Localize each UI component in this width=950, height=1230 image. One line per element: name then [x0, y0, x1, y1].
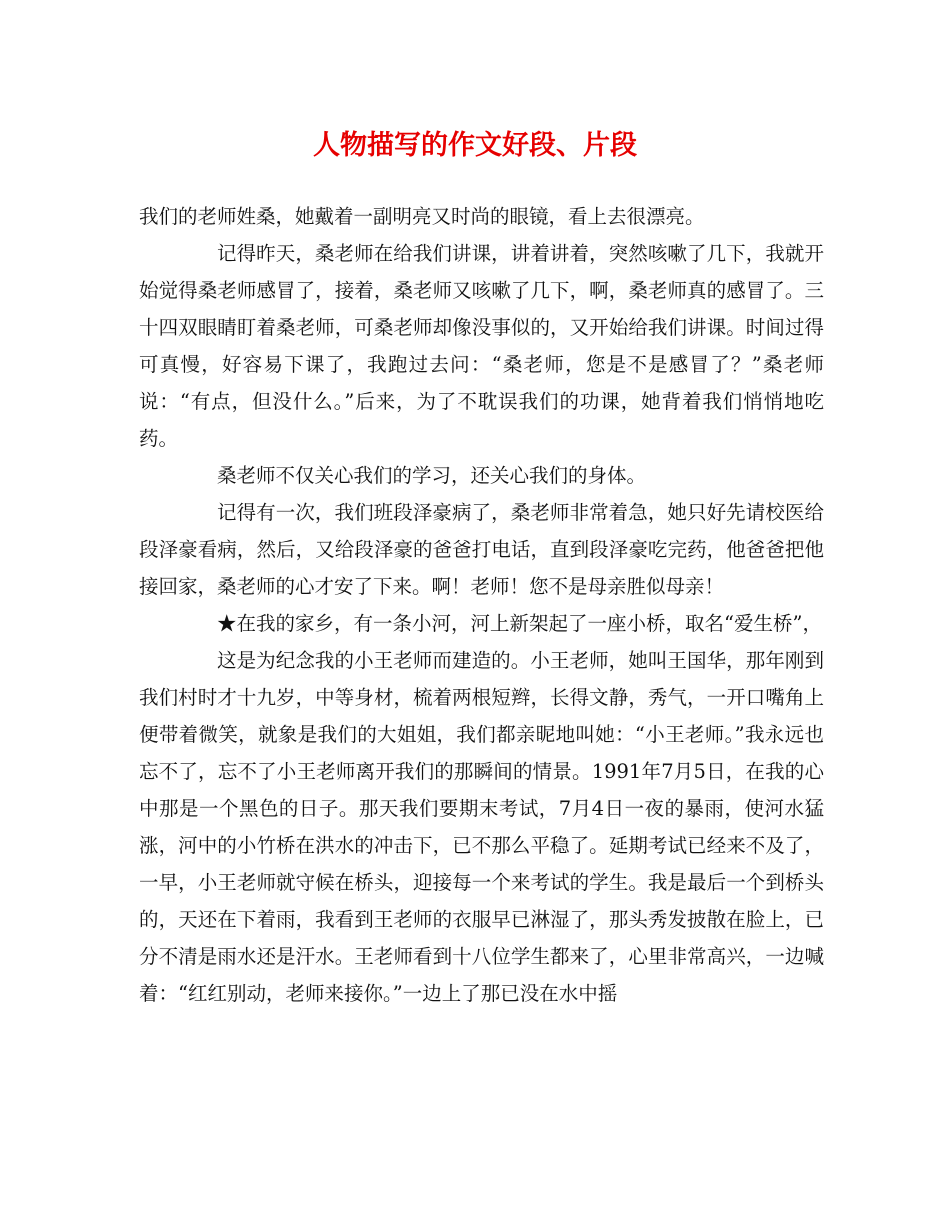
paragraph: 记得昨天，桑老师在给我们讲课，讲着讲着，突然咳嗽了几下，我就开始觉得桑老师感冒了，接着，桑老师又咳嗽了几下，啊，桑老师真的感冒了。三十四双眼睛盯着桑老师，可桑老师却像没事似的，又开始给我们讲课。时间过得可真慢，好容易下课了，我跑过去问：“桑老师，您是不是感冒了？”桑老师说：“有点，但没什么。”后来，为了不耽误我们的功课，她背着我们悄悄地吃药。: [139, 242, 824, 450]
paragraph: 这是为纪念我的小王老师而建造的。小王老师，她叫王国华，那年刚到我们村时才十九岁，中等身材，梳着两根短辫，长得文静，秀气，一开口嘴角上便带着微笑，就象是我们的大姐姐，我们都亲昵地叫她：“小王老师。”我永远也忘不了，忘不了小王老师离开我们的那瞬间的情景。1991年7月5日，在我的心中那是一个黑色的日子。那天我们要期末考试，7月4日一夜的暴雨，使河水猛涨，河中的小竹桥在洪水的冲击下，已不那么平稳了。延期考试已经来不及了，一早，小王老师就守候在桥头，迎接每一个来考试的学生。我是最后一个到桥头的，天还在下着雨，我看到王老师的衣服早已淋湿了，那头秀发披散在脸上，已分不清是雨水还是汗水。王老师看到十八位学生都来了，心里非常高兴，一边喊着：“红红别动，老师来接你。”一边上了那已没在水中摇: [139, 649, 824, 1005]
paragraph: 记得有一次，我们班段泽豪病了，桑老师非常着急，她只好先请校医给段泽豪看病，然后，又给段泽豪的爸爸打电话，直到段泽豪吃完药，他爸爸把他接回家，桑老师的心才安了下来。啊！老师！您不是母亲胜似母亲！: [139, 501, 824, 598]
paragraph: 桑老师不仅关心我们的学习，还关心我们的身体。: [217, 464, 647, 487]
paragraph: 我们的老师姓桑，她戴着一副明亮又时尚的眼镜，看上去很漂亮。: [139, 205, 705, 228]
document-title: 人物描写的作文好段、片段: [313, 130, 637, 161]
paragraph: ★在我的家乡，有一条小河，河上新架起了一座小桥，取名“爱生桥”，: [217, 612, 822, 635]
document-body: [139, 198, 824, 1012]
